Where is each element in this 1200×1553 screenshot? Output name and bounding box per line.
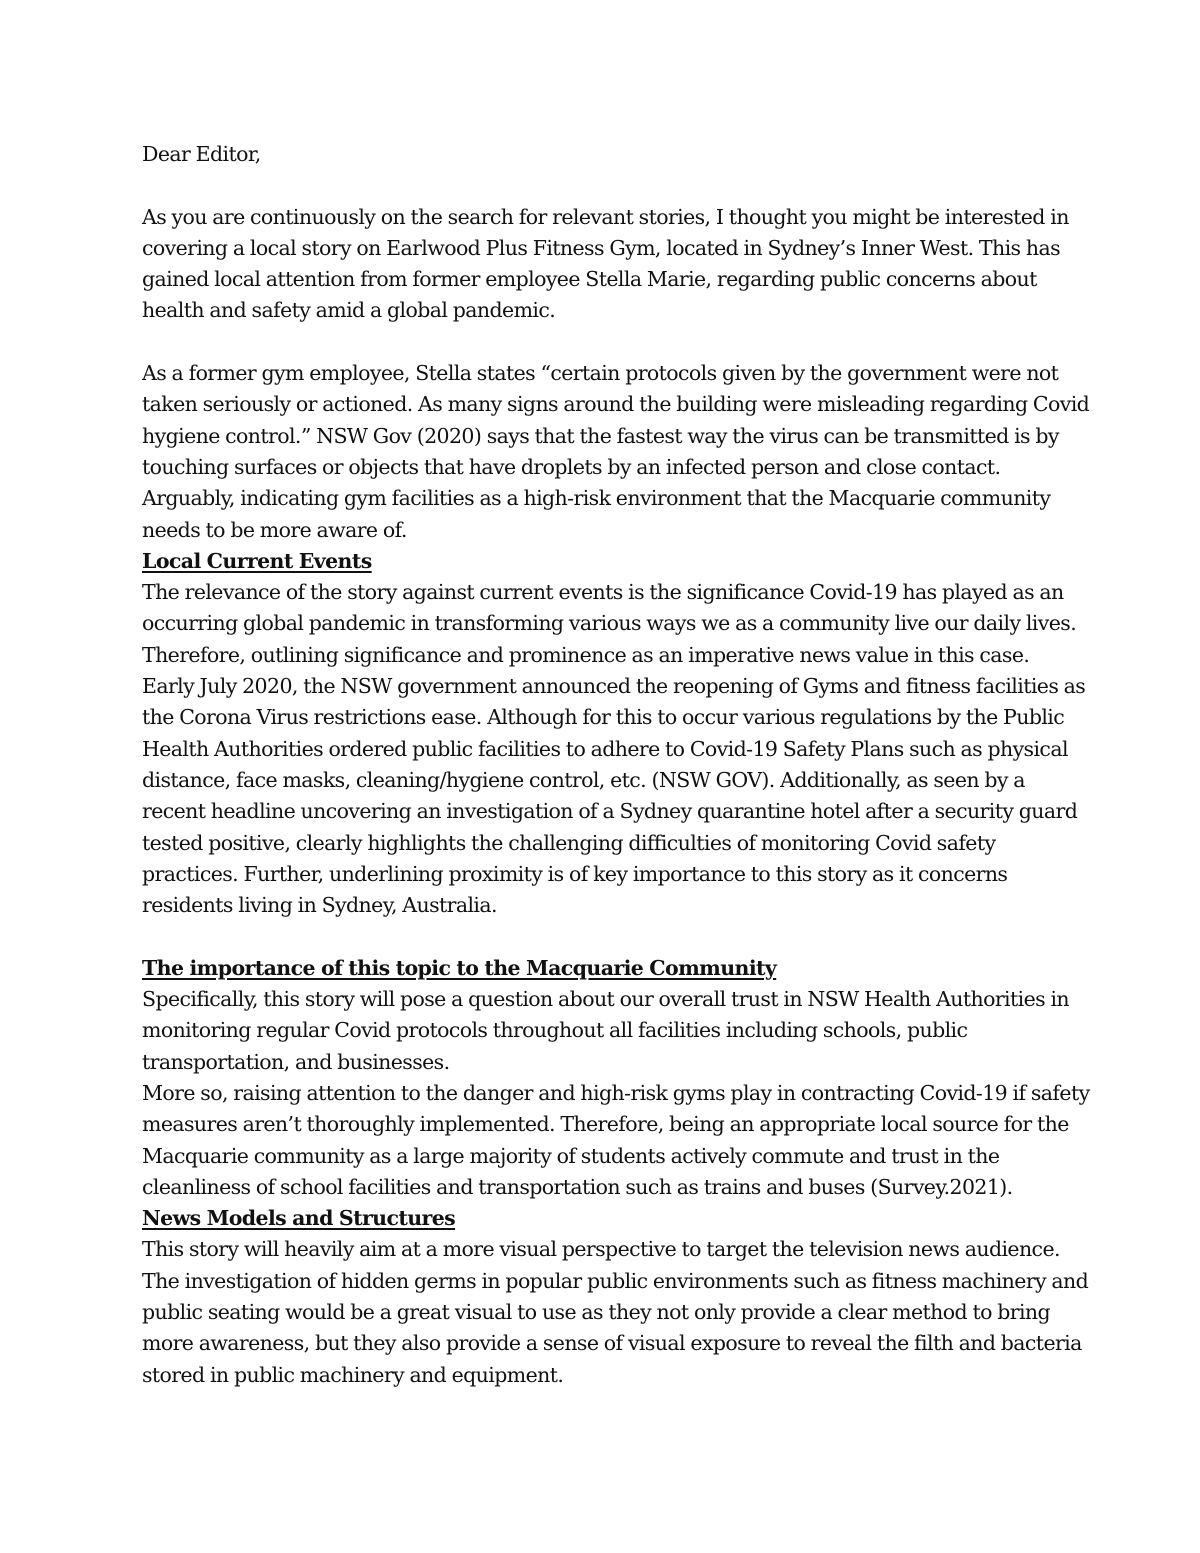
text-line: the Corona Virus restrictions ease. Although for this to occur various regulations by the Public xyxy=(142,705,1065,730)
text-line: transportation, and businesses. xyxy=(142,1049,450,1074)
text-line: As a former gym employee, Stella states “certain protocols given by the government were not xyxy=(142,361,1059,386)
text-line: residents living in Sydney, Australia. xyxy=(142,893,497,918)
text-line: Arguably, indicating gym facilities as a high-risk environment that the Macquarie community xyxy=(142,486,1051,511)
text-line: hygiene control.” NSW Gov (2020) says that the fastest way the virus can be transmitted is by xyxy=(142,423,1059,448)
section-news-models xyxy=(142,1203,1089,1391)
section-local-current-events xyxy=(142,546,1086,922)
text-line: Early July 2020, the NSW government announced the reopening of Gyms and fitness facilities as xyxy=(142,674,1086,699)
greeting: Dear Editor, xyxy=(142,142,261,166)
text-line: practices. Further, underlining proximity is of key importance to this story as it concerns xyxy=(142,861,1008,886)
paragraph-gap xyxy=(142,327,1072,358)
section-heading: The importance of this topic to the Macquarie Community xyxy=(142,955,777,980)
text-line: Therefore, outlining significance and prominence as an imperative news value in this case. xyxy=(142,642,1030,667)
text-line: Specifically, this story will pose a question about our overall trust in NSW Health Authorities in xyxy=(142,987,1070,1012)
text-line: monitoring regular Covid protocols throughout all facilities including schools, public xyxy=(142,1018,968,1043)
text-line: stored in public machinery and equipment. xyxy=(142,1362,564,1387)
text-line: needs to be more aware of. xyxy=(142,517,407,542)
text-line: taken seriously or actioned. As many signs around the building were misleading regarding Covid xyxy=(142,392,1090,417)
text-line: Macquarie community as a large majority of students actively commute and trust in the xyxy=(142,1143,1000,1168)
paragraph-gap xyxy=(142,170,1072,201)
text-line: occurring global pandemic in transforming various ways we as a community live our daily lives. xyxy=(142,611,1077,636)
text-line: recent headline uncovering an investigation of a Sydney quarantine hotel after a security guard xyxy=(142,799,1078,824)
text-line: public seating would be a great visual to use as they not only provide a clear method to bring xyxy=(142,1299,1051,1324)
text-line: distance, face masks, cleaning/hygiene control, etc. (NSW GOV). Additionally, as seen by a xyxy=(142,767,1025,792)
text-line: This story will heavily aim at a more visual perspective to target the television news audience. xyxy=(142,1237,1060,1262)
text-line: More so, raising attention to the danger and high-risk gyms play in contracting Covid-19 if safety xyxy=(142,1080,1090,1105)
text-line: gained local attention from former employee Stella Marie, regarding public concerns about xyxy=(142,267,1037,292)
text-line: touching surfaces or objects that have droplets by an infected person and close contact. xyxy=(142,454,1001,479)
text-line: tested positive, clearly highlights the challenging difficulties of monitoring Covid safety xyxy=(142,830,996,855)
text-line: more awareness, but they also provide a sense of visual exposure to reveal the filth and bacteria xyxy=(142,1331,1082,1356)
document-page xyxy=(142,139,1090,1391)
text-line: Health Authorities ordered public facilities to adhere to Covid-19 Safety Plans such as physical xyxy=(142,736,1068,761)
text-line: The investigation of hidden germs in popular public environments such as fitness machinery and xyxy=(142,1268,1089,1293)
section-heading: Local Current Events xyxy=(142,548,372,573)
paragraph-gap xyxy=(142,921,1072,952)
text-line: The relevance of the story against current events is the significance Covid-19 has played as an xyxy=(142,580,1064,605)
section-importance xyxy=(142,953,1090,1203)
text-line: measures aren’t thoroughly implemented. Therefore, being an appropriate local source for the xyxy=(142,1112,1069,1137)
text-line: health and safety amid a global pandemic. xyxy=(142,298,556,323)
text-line: covering a local story on Earlwood Plus Fitness Gym, located in Sydney’s Inner West. This has xyxy=(142,235,1061,260)
text-line: cleanliness of school facilities and transportation such as trains and buses (Survey.2021). xyxy=(142,1174,1013,1199)
section-heading: News Models and Structures xyxy=(142,1206,456,1231)
stella-paragraph xyxy=(142,358,1090,546)
intro-paragraph xyxy=(142,202,1072,327)
text-line: As you are continuously on the search for relevant stories, I thought you might be interested in xyxy=(142,204,1069,229)
